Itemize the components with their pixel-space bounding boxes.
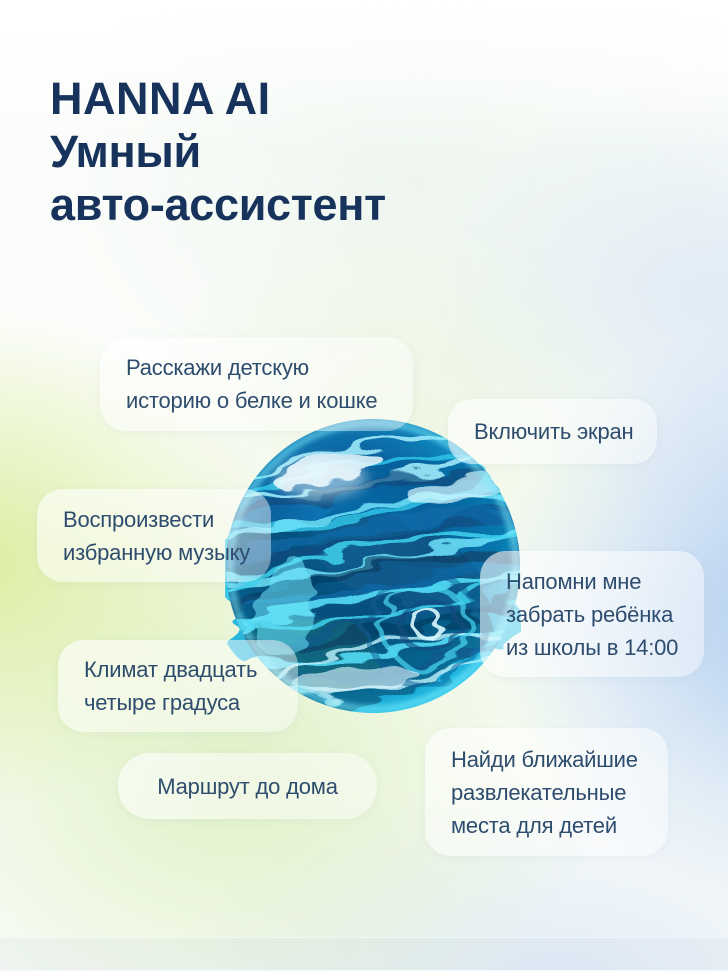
suggestion-chip-music (37, 489, 271, 582)
chip-line: Найди ближайшие (451, 746, 638, 772)
suggestion-chip-reminder (480, 551, 704, 677)
chip-line: Напомни мне (506, 568, 642, 594)
subtitle-line-1: Умный (50, 126, 201, 177)
suggestion-chip-climate (58, 640, 298, 732)
suggestion-chip-story (100, 337, 413, 431)
bottom-gradient-band (0, 937, 728, 971)
page-title (50, 72, 386, 231)
chip-line: из школы в 14:00 (506, 634, 679, 660)
chip-line: развлекательные (451, 779, 627, 805)
chip-line: Климат двадцать (84, 657, 258, 682)
chip-line: четыре градуса (84, 690, 240, 715)
suggestion-chip-route (118, 753, 377, 819)
chip-line: Включить экран (474, 419, 634, 444)
suggestion-chip-screen (448, 399, 657, 464)
chip-line: Воспроизвести (63, 506, 215, 532)
brand-name: HANNA AI (50, 73, 271, 124)
chip-line: Расскажи детскую (126, 355, 309, 380)
subtitle-line-2: авто-ассистент (50, 179, 386, 230)
chip-line: Маршрут до дома (157, 773, 338, 799)
chip-line: места для детей (451, 812, 617, 838)
suggestion-chip-places (425, 728, 668, 856)
chip-line: забрать ребёнка (506, 601, 674, 627)
chip-line: избранную музыку (63, 539, 251, 565)
chip-line: историю о белке и кошке (126, 388, 378, 413)
